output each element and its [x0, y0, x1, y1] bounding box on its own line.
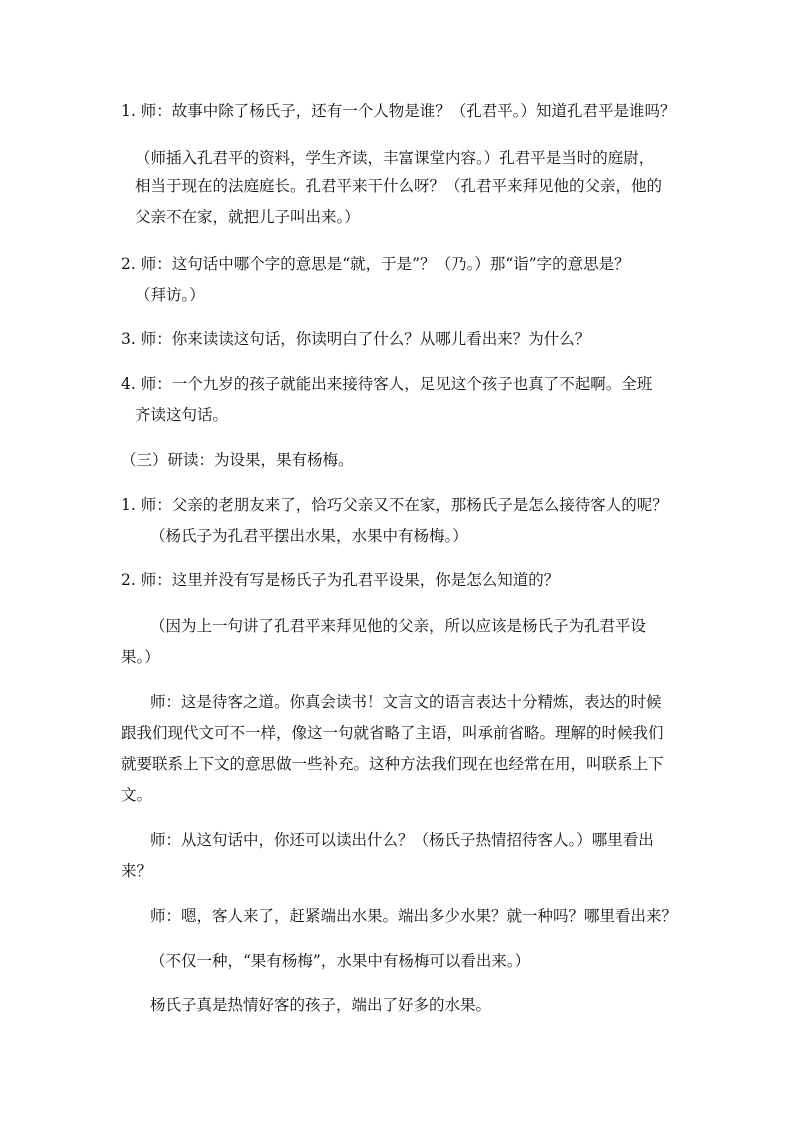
text-line: 2. 师：这里并没有写是杨氏子为孔君平设果，你是怎么知道的？ [121, 571, 560, 589]
text-line: 果。） [121, 648, 160, 666]
text-line: 相当于现在的法庭庭长。孔君平来干什么呀？（孔君平来拜见他的父亲，他的 [135, 177, 663, 195]
text-line: （杨氏子为孔君平摆出水果，水果中有杨梅。） [150, 527, 468, 545]
text-line: 跟我们现代文可不一样，像这一句就省略了主语，叫承前省略。理解的时候我们 [121, 724, 664, 742]
text-line: 2. 师：这句话中哪个字的意思是“就，于是”？（乃。）那“诣”字的意思是？ [121, 255, 630, 273]
section-heading: （三）研读：为设果，果有杨梅。 [121, 451, 354, 469]
text-line: （拜访。） [135, 286, 205, 304]
text-line: 来？ [121, 862, 153, 880]
text-line: 就要联系上下文的意思做一些补充。这种方法我们现在也经常在用，叫联系上下 [121, 755, 664, 773]
text-line: （师插入孔君平的资料，学生齐读，丰富课堂内容。）孔君平是当时的庭尉， [135, 149, 655, 167]
text-line: 1. 师：故事中除了杨氏子，还有一个人物是谁？（孔君平。）知道孔君平是谁吗？ [121, 102, 676, 120]
text-line: 师：从这句话中，你还可以读出什么？（杨氏子热情招待客人。）哪里看出 [150, 831, 654, 849]
text-line: 师：嗯，客人来了，赶紧端出水果。端出多少水果？就一种吗？哪里看出来？ [150, 907, 678, 925]
text-line: 齐读这句话。 [135, 406, 229, 424]
text-line: 1. 师：父亲的老朋友来了，恰巧父亲又不在家，那杨氏子是怎么接待客人的呢？ [121, 496, 668, 514]
text-line: （不仅一种，“果有杨梅”，水果中有杨梅可以看出来。） [150, 952, 531, 970]
text-line: 父亲不在家，就把儿子叫出来。） [135, 208, 360, 226]
text-line: 文。 [121, 786, 153, 804]
text-line: 4. 师：一个九岁的孩子就能出来接待客人，足见这个孩子也真了不起啊。全班 [121, 375, 653, 393]
text-line: 师：这是待客之道。你真会读书！文言文的语言表达十分精炼，表达的时候 [150, 693, 662, 711]
text-line: 杨氏子真是热情好客的孩子，端出了好多的水果。 [150, 996, 492, 1014]
text-line: 3. 师：你来读读这句话，你读明白了什么？从哪儿看出来？为什么？ [121, 330, 591, 348]
text-line: （因为上一句讲了孔君平来拜见他的父亲，所以应该是杨氏子为孔君平设 [150, 617, 647, 635]
